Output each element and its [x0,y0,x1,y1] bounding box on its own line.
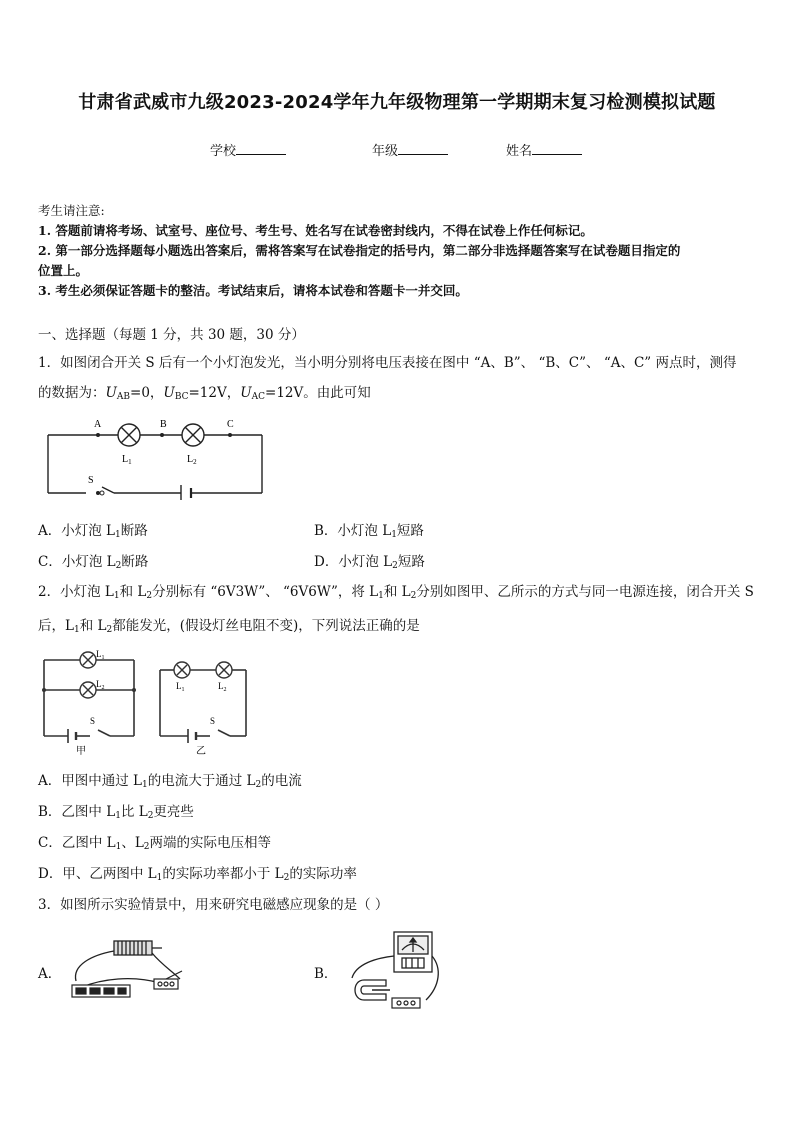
galvanometer-icon [394,932,432,972]
notice-item: 位置上。 [38,263,89,278]
lamp-l2-icon [216,662,232,678]
q3-option-a-figure [62,935,192,1005]
q2-option-a[interactable]: A．甲图中通过 $L_1$的电流大于通过 $L_2$的电流 [38,773,302,790]
lamp-l2-icon [80,682,96,698]
question-2-line-1: 2．小灯泡 $L_1$和 $L_2$分别标有 “6V3W”、 “6V6W”，将 $L_1$和 $L_2$分别如图甲、乙所示的方式与同一电源连接，闭合开关 S [38,584,754,601]
notice-item: 1. 答题前请将考场、试室号、座位号、考生号、姓名写在试卷密封线内，不得在试卷上作任何标记。 [38,223,593,238]
lamp-l1-icon [174,662,190,678]
switch-label: S [88,475,94,486]
q2-option-c[interactable]: C．乙图中 $L_1$、$L_2$两端的实际电压相等 [38,835,272,852]
q1-option-b[interactable]: B．小灯泡 $L_1$短路 [314,523,424,540]
lamp-l1-icon [118,424,140,446]
q2-option-b[interactable]: B．乙图中 $L_1$比 $L_2$更亮些 [38,804,194,821]
point-a-label: A [94,419,102,430]
battery-pack-icon [72,985,130,997]
q3-option-b-figure [346,928,446,1012]
school-field: 学校 [210,140,286,159]
notice-heading: 考生请注意: [38,203,105,218]
point-b-label: B [160,419,167,430]
notice-item: 2. 第一部分选择题每小题选出答案后，需将答案写在试卷指定的括号内，第二部分非选择题答案写在试卷题目指定的 [38,243,681,258]
switch-label: S [90,716,96,726]
name-field: 姓名 [506,140,582,159]
lamp-l1-label: $L_1$ [122,454,132,466]
q3-option-a[interactable]: A． [38,966,62,982]
lamp-l2-label: $L_2$ [187,454,197,466]
page-title: 甘肃省武威市九级2023-2024学年九年级物理第一学期期末复习检测模拟试题 [78,92,716,113]
question-1 [38,348,763,412]
q3-option-b[interactable]: B． [314,966,338,982]
q1-option-c[interactable]: C．小灯泡 $L_2$断路 [38,554,149,571]
lamp-l1-icon [80,652,96,668]
q1-option-d[interactable]: D．小灯泡 $L_2$短路 [314,554,425,571]
notice-block [38,201,763,301]
switch-label: S [210,716,216,726]
lamp-l2-icon [182,424,204,446]
question-3: 3．如图所示实验情景中，用来研究电磁感应现象的是（ ） [38,897,389,913]
lamp-l1-label: $L_1$ [176,681,185,693]
lamp-l2-label: $L_2$ [218,681,227,693]
lamp-l1-label: $L_1$ [96,649,105,661]
switch-icon [154,971,182,989]
notice-item: 3. 考生必须保证答题卡的整洁。考试结束后，请将本试卷和答题卡一并交回。 [38,283,468,298]
switch-icon [392,998,420,1008]
solenoid-icon [114,941,162,955]
q2-circuit-diagrams [38,648,258,756]
figure-yi-label: 乙 [196,746,206,756]
question-1-line-2: 的数据为：$U_{AB}=0$，$U_{BC}=12V$，$U_{AC}=12V$。由此可知 [38,385,371,402]
q1-option-a[interactable]: A．小灯泡 $L_1$断路 [38,523,148,540]
q1-circuit-diagram [40,415,270,500]
question-1-line-1: 1．如图闭合开关 S 后有一个小灯泡发光，当小明分别将电压表接在图中 “A、B”、 “B、C”、 “A、C” 两点时，测得 [38,355,737,371]
lamp-l2-label: $L_2$ [96,679,105,691]
question-2 [38,577,763,645]
point-c-label: C [227,419,234,430]
figure-jia-label: 甲 [76,746,86,756]
q2-option-d[interactable]: D．甲、乙两图中 $L_1$的实际功率都小于 $L_2$的实际功率 [38,866,357,883]
grade-field: 年级 [372,140,448,159]
section-heading: 一、选择题（每题 1 分，共 30 题，30 分） [38,327,305,343]
question-2-line-2: 后，$L_1$和 $L_2$都能发光，(假设灯丝电阻不变)，下列说法正确的是 [38,618,420,635]
